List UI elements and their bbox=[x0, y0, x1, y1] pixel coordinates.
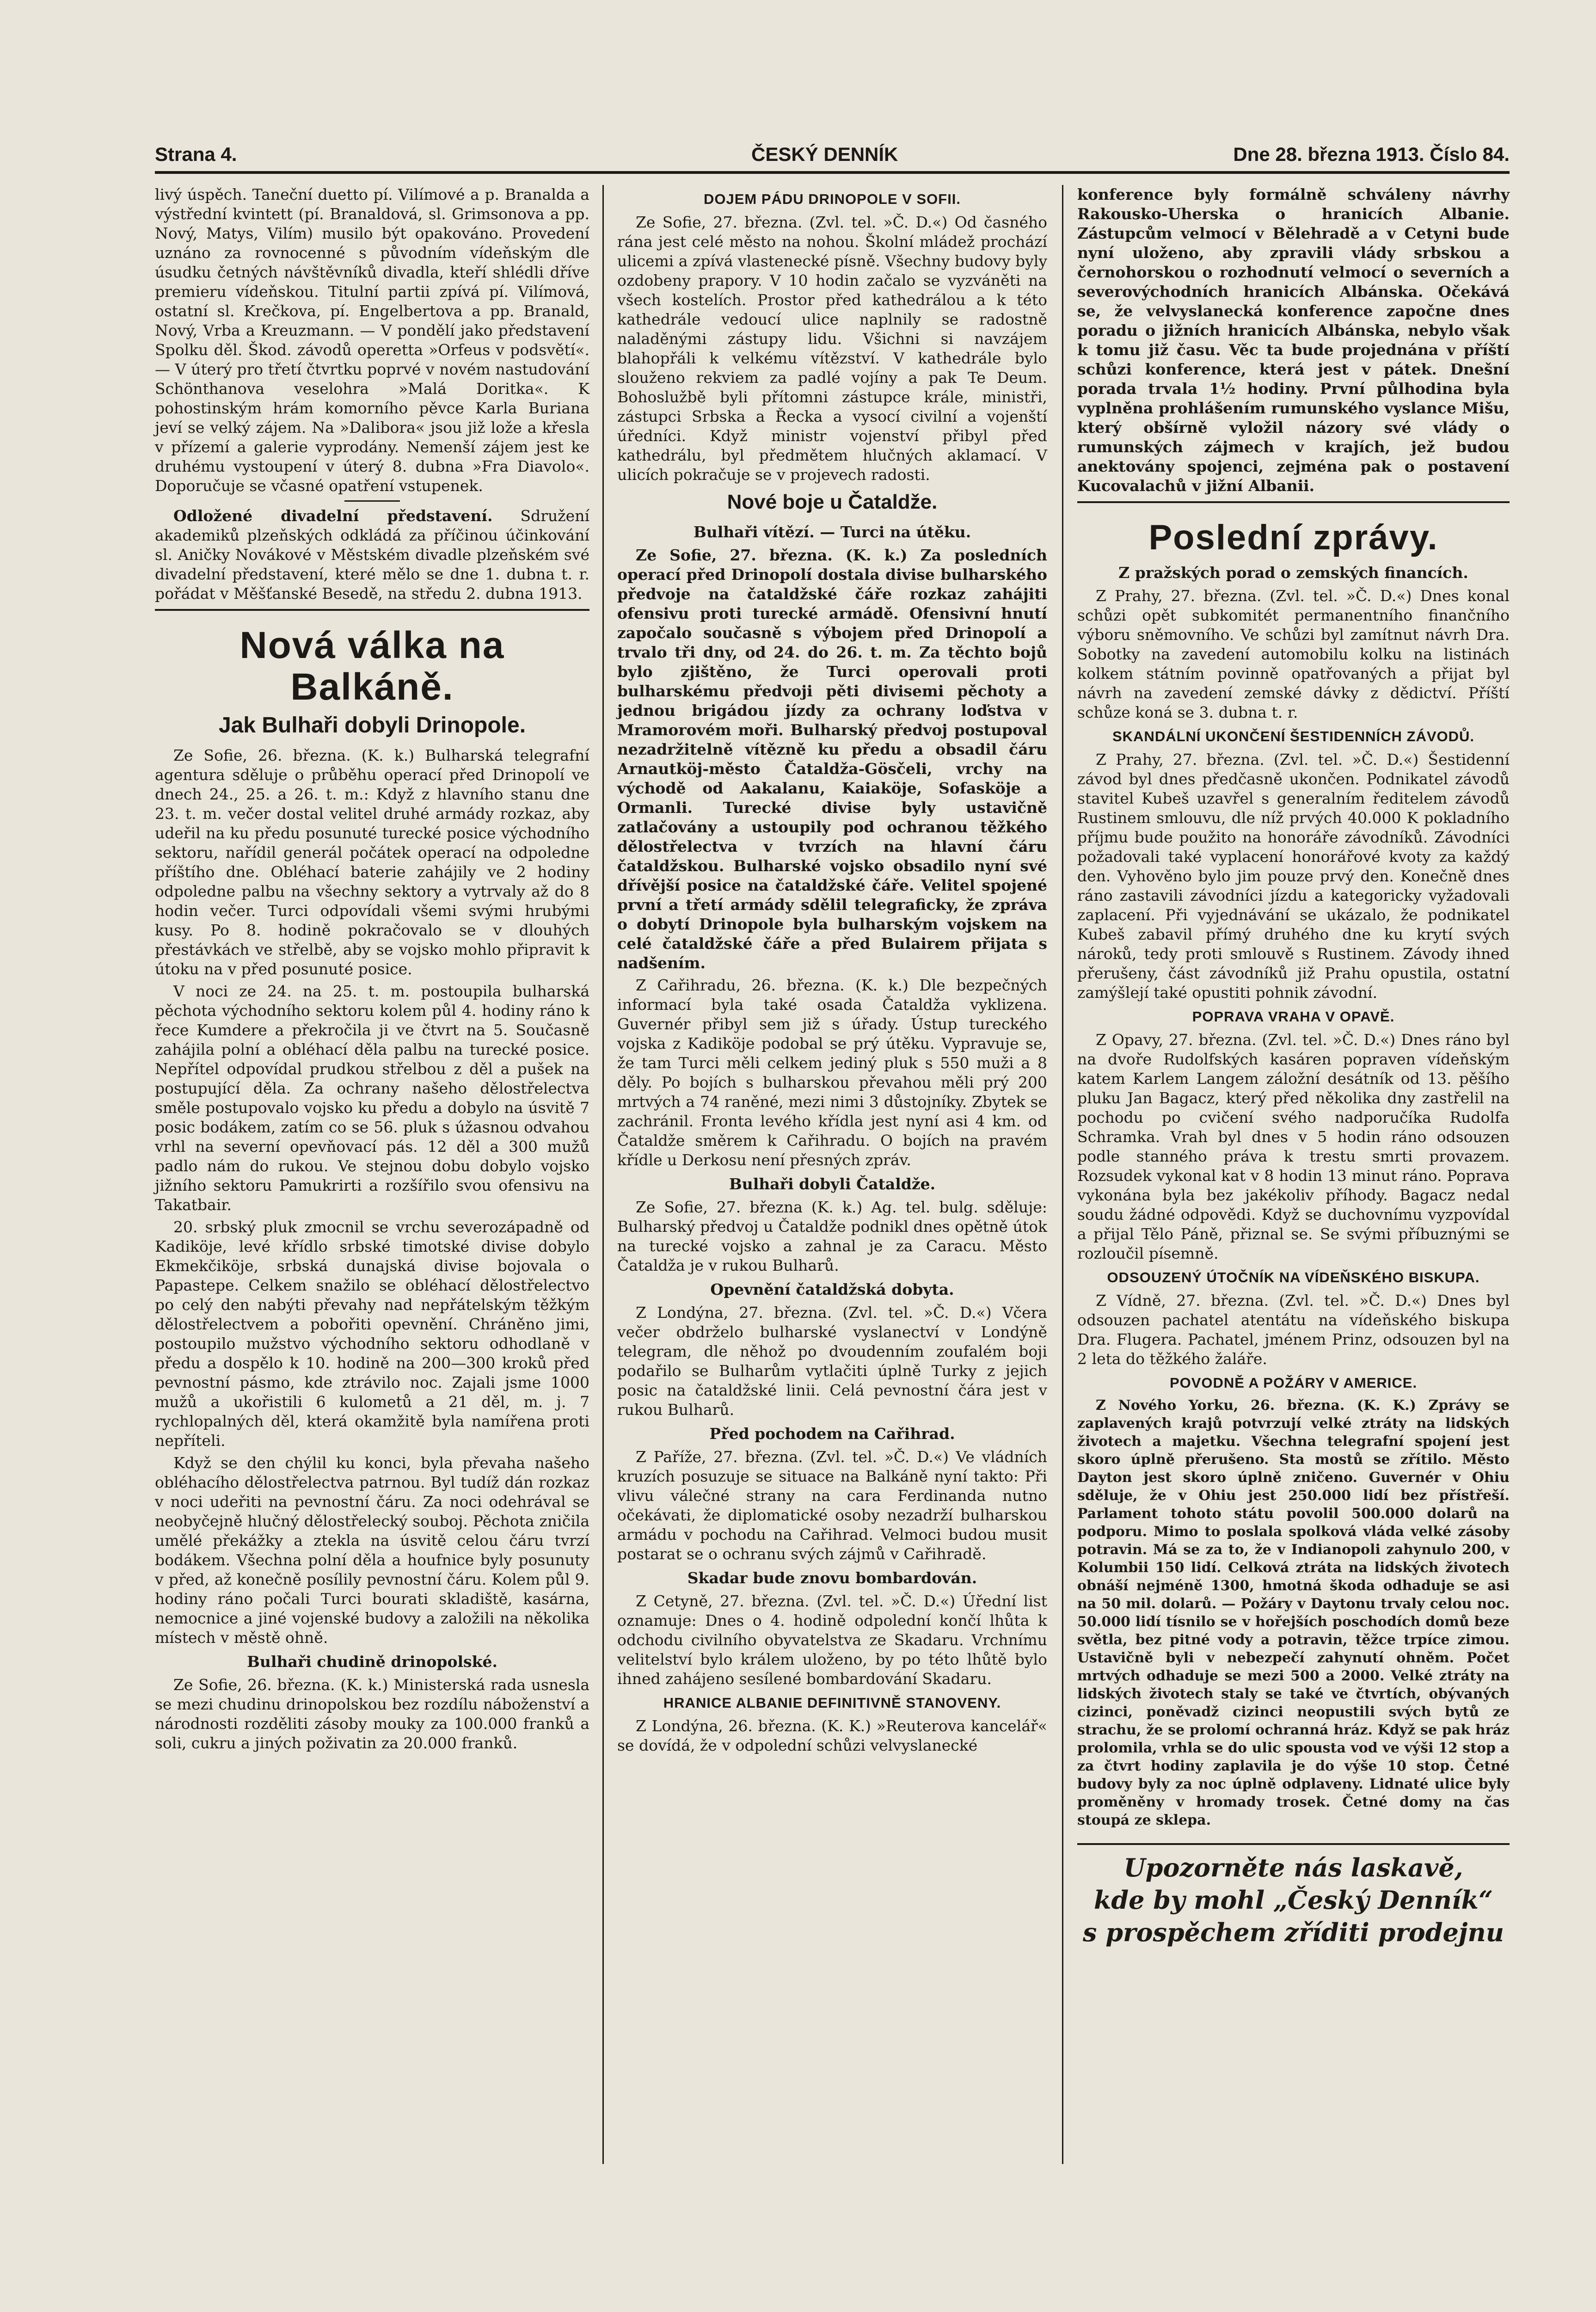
ad-line: kde by mohl „Český Denník“ bbox=[1093, 1885, 1493, 1915]
article-text: Ze Sofie, 27. března (K. k.) Ag. tel. bulg. sděluje: Bulharský předvoj u Čataldže podnikl dnes opětně útok na turecké vojsko a zahnal je za Caracu. Město Čataldža je v rukou Bulharů. bbox=[617, 1198, 1047, 1274]
article-text: Z Nového Yorku, 26. března. (K. K.) Zprávy se zaplavených krajů potvrzují velké ztráty na lidských životech a majetku. Všechna telegrafní spojení jest skoro úplně přerušeno. Sta mostů se zřítilo. Město Dayton jest skoro úplně zničeno. Guvernér v Ohiu sděluje, že v Ohiu jest 250.000 lidí bez přístřeší. Parlament tohoto státu povolil 500.000 dolarů na podporu. Mimo to poslala spolková vláda velké zásoby potravin. Má se za to, že v Indianopoli zahynulo 200, v Kolumbii 150 lidí. Celková ztráta na lidských životech obnáší nejméně 1300, hmotná škoda odhaduje se asi na 50 mil. dolarů. — Požáry v Daytonu trvaly celou noc. 50.000 lidí tísnilo se v hořejších poschodích domů beze světla, bez pitné vody a potravin, těžce trpíce zimou. Ustavičně byli v nebezpečí zahynutí ohněm. Počet mrtvých odhaduje se mezi 500 a 2000. Velké ztráty na lidských životech staly se také ve čtvrtích, obývaných cizinci, poněvadž cizinci neopustili svých bytů ze strachu, že se prolomí ochranná hráz. Když se pak hráz prolomila, vrhla se do ulic spousta vod ve výši 12 stop a za čtvrt hodiny zaplavila je do výše 10 stop. Četné budovy byly za noc úplně odplaveny. Lidnaté ulice byly proměněny v hromady trosek. Četné domy na čas stoupá ze sklepa. bbox=[1077, 1397, 1510, 1828]
postponed-article bbox=[155, 506, 589, 603]
war-headline: Nová válka na Balkáně. bbox=[239, 624, 505, 708]
article-text: Z Vídně, 27. března. (Zvl. tel. »Č. D.«) Dnes byl odsouzen pachatel atentátu na vídeňského biskupa Dra. Flugera. Pachatel, jménem Prinz, odsouzen byl na 2 leta do těžkého žaláře. bbox=[1077, 1291, 1510, 1368]
newspaper-title: ČESKÝ DENNÍK bbox=[751, 143, 898, 165]
ad-line: s prospěchem zříditi prodejnu bbox=[1083, 1918, 1504, 1947]
column-1 bbox=[155, 185, 589, 1756]
article-text: Ze Sofie, 26. března. (K. k.) Ministerská rada usnesla se mezi chudinu drinopolskou bez rozdílu náboženství a národnosti rozděliti zásoby mouky za 100.000 franků a soli, cukru a jiných poživatin za 20.000 franků. bbox=[155, 1676, 589, 1752]
postponed-title: Odložené divadelní představení. bbox=[173, 507, 493, 525]
divider bbox=[155, 609, 589, 611]
article-text: konference byly formálně schváleny návrhy Rakousko-Uherska o hranicích Albanie. Zástupcům velmocí v Bělehradě a v Cetyni bude nyní uloženo, aby zpravili vlády srbskou a černohorskou o rozhodnutí velmocí o severních a severovýchodních hranicích Albánska. Očekává se, že velvyslanecká konference započne dnes poradu o jižních hranicích Albánska, nebylo však k tomu již času. Věc ta bude projednána v příští schůzi konference, která jest v pátek. Dnešní porada trvala 1½ hodiny. První půlhodina byla vyplněna prohlášením rumunského vyslance Mišu, který obšírně vyložil názory své vlády o rumunských zájmech v krajích, jež budou anektovány spojenci, zejména pak o postavení Kucovalachů v jižní Albanii. bbox=[1077, 185, 1510, 495]
war-paragraph: 20. srbský pluk zmocnil se vrchu severozápadně od Kadiköje, levé křídlo srbské timotské divise dobylo Ekmekčiköje, srbská dunajská divise bojovala o Papastepe. Celkem snažilo se obléhací dělostřelectvo po celý den nabýti převahy nad nepřátelským těžkým dělostřelectvem a pobořiti opevnění. Chráněno jimi, postoupilo mužstvo východního sektoru odhodlaně v předu a dospělo k 10. hodině na 200—300 kroků před pevnostní pásmo, kde ztrávilo noc. Zajali jsme 1000 mužů a ukořistili 6 kulometů a 21 děl, m. j. 7 rychlopalných děl, která okamžitě byla namířena proti nepříteli. bbox=[155, 1218, 589, 1450]
page-label: Strana 4. bbox=[155, 143, 237, 165]
article-text: Z Prahy, 27. března. (Zvl. tel. »Č. D.«) Dnes konal schůzi opět subkomitét permanentního finančního výboru sněmovního. Ve schůzi byl zamítnut návrh Dra. Sobotky na zavedení automobilu kolku na listinách kolkem státním povinně opatřovaných a přijat byl návrh na zavedení zemské dávky z dědictví. Příští schůze koná se 3. dubna t. r. bbox=[1077, 587, 1510, 721]
article-text: Z Cetyně, 27. března. (Zvl. tel. »Č. D.«) Úřední list oznamuje: Dnes o 4. hodině odpolední končí lhůta k odchodu civilního obyvatelstva ze Skadaru. Vrchnímu velitelství bylo králem uloženo, by po této lhůtě bylo ihned zahájeno sesílené bombardování Skadaru. bbox=[617, 1592, 1047, 1688]
article-heading: Bulhaři dobyli Čataldže. bbox=[729, 1175, 936, 1193]
article-text: Z Londýna, 27. března. (Zvl. tel. »Č. D.«) Včera večer obdrželo bulharské vyslanectví v Londýně telegram, dle něhož po dvoudenním zoufalém boji podařilo se Bulharům vytlačiti úplně Turky z jejich posic na čataldžské linii. Celá pevnostní čára jest v rukou Bulharů. bbox=[617, 1304, 1047, 1419]
newspaper-page bbox=[155, 139, 1510, 2238]
postponed-text: Sdružení akademiků plzeňských odkládá za příčinou účinkování sl. Aničky Novákové v Městském divadle plzeňském své divadelní představení, které mělo se dne 1. dubna t. r. pořádat v Měšťanské Besedě, na středu 2. dubna 1913. bbox=[155, 507, 590, 603]
article-heading: SKANDÁLNÍ UKONČENÍ ŠESTIDENNÍCH ZÁVODŮ. bbox=[1112, 728, 1475, 744]
article-text: Z Cařihradu, 26. března. (K. k.) Dle bezpečných informací byla také osada Čataldža vyklizena. Guvernér přibyl sem již s úřady. Ústup tureckého vojska z Kadiköje podobal se prý útěku. Vypravuje se, že tam Turci měli celkem jediný pluk s 550 muži a 8 děly. Po bojích s bulharskou převahou měli prý 200 mrtvých a 74 raněné, mezi nimi 3 důstojníky. Zbytek se zachránil. Fronta levého křídla jest nyní asi 4 km. od Čataldže směrem k Cařihradu. O bojích na pravém křídle u Derkosu není přesných zpráv. bbox=[617, 976, 1047, 1169]
article-heading: Před pochodem na Cařihrad. bbox=[709, 1425, 955, 1443]
divider bbox=[344, 500, 400, 502]
article-heading: Z pražských porad o zemských financích. bbox=[1118, 564, 1468, 582]
article-heading: Bulhaři chudině drinopolské. bbox=[247, 1653, 497, 1671]
divider bbox=[1077, 501, 1510, 503]
article-heading: Opevnění čataldžská dobyta. bbox=[710, 1280, 954, 1298]
ad-line: Upozorněte nás laskavě, bbox=[1123, 1853, 1463, 1882]
article-heading: POPRAVA VRAHA V OPAVĚ. bbox=[1192, 1008, 1395, 1025]
column-3 bbox=[1077, 185, 1510, 1949]
theatre-article-text: livý úspěch. Taneční duetto pí. Vilímové a p. Branalda a výstřední kvintett (pí. Branaldová, sl. Grimsonova a pp. Nový, Matys, Vilím) musilo být opakováno. Provedení uznáno za rovnocenné s původním vídeňským dle úsudku četných návštěvníků divadla, kteří shlédli dříve premieru vídeňskou. Titulní partii zpívá pí. Vilímová, ostatní sl. Krečkova, pí. Engelbertova a pp. Branald, Nový, Vrba a Kreuzmann. — V pondělí jako představení Spolku děl. Škod. závodů operetta »Orfeus v podsvětí«. — V úterý pro třetí čtvrtku poprvé v novém nastudování Schönthanova veselohra »Malá Doritka«. K pohostinským hrám komorního pěvce Karla Buriana jeví se velký zájem. Na »Dalibora« jsou již lože a křesla v přízemí a galerie vyprodány. Nemenší zájem jest ke druhému vystoupení v úterý 8. dubna »Fra Diavolo«. Doporučuje se včasné opatření vstupenek. bbox=[155, 185, 589, 495]
article-subheading: Bulhaři vítězí. — Turci na útěku. bbox=[693, 523, 971, 541]
article-heading: POVODNĚ A POŽÁRY V AMERICE. bbox=[1169, 1375, 1418, 1391]
column-rule bbox=[1062, 185, 1063, 2164]
war-paragraph: Když se den chýlil ku konci, byla převaha našeho obléhacího dělostřelectva patrnou. Byl tudíž dán rozkaz v noci udeřiti na pevnostní čáru. Za noci odehrával se neobyčejně hlučný dělostřelecký souboj. Pěchota zničila umělé překážky a ztekla na úsvitě celou čáru tvrzí bodákem. Všechna polní děla a houfnice byly posunuty v před, až konečně posílily pevnostní čáru. Kolem půl 9. hodiny ráno počali Turci bourati skladiště, kasárna, nemocnice a jiné vojenské budovy a založili na několika místech v městě ohně. bbox=[155, 1454, 589, 1647]
article-text: Ze Sofie, 27. března. (K. k.) Za posledních operací před Drinopolí dostala divise bulharského předvoje na čataldžské čáře rozkaz zahájiti ofensivu proti turecké armádě. Ofensivní hnutí započalo současně s výbojem před Drinopolí a trvalo tři dny, od 24. do 26. t. m. Za těchto bojů bylo zjištěno, že Turci operovali proti bulharskému předvoji pěti divisemi pěchoty a jednou brigádou jízdy za ochrany loďstva v Mramorovém moři. Bulharský předvoj postupoval nezadržitelně vítězně ku předu a obsadil čáru Arnautköj-město Čataldža-Gösčeli, vrchy na východě od Aakalanu, Kaiaköje, Sofasköje a Ormanli. Turecké divise byly ustavičně zatlačovány a ustoupily pod ochranou těžkého dělostřelectva v tvrzích na hlavní čáru čataldžskou. Bulharské vojsko obsadilo nyní své dřívější posice na čataldžské čáře. Velitel spojené první a třetí armády sdělil telegraficky, že zpráva o dobytí Drinopole byla bulharským vojskem na celé čataldžské čáře a před Bulairem přijata s nadšením. bbox=[617, 546, 1047, 972]
advertisement-box bbox=[1077, 1843, 1510, 1949]
date-issue: Dne 28. března 1913. Číslo 84. bbox=[1233, 143, 1510, 165]
article-text: Z Londýna, 26. března. (K. K.) »Reuterova kancelář« se dovídá, že v odpolední schůzi velvyslanecké bbox=[617, 1717, 1047, 1754]
article-heading: Skadar bude znovu bombardován. bbox=[687, 1569, 977, 1587]
section-headline: Nové boje u Čataldže. bbox=[727, 491, 938, 513]
article-heading: HRANICE ALBANIE DEFINITIVNĚ STANOVENY. bbox=[663, 1695, 1001, 1711]
masthead bbox=[155, 139, 1510, 174]
article-heading: ODSOUZENÝ ÚTOČNÍK NA VÍDEŇSKÉHO BISKUPA. bbox=[1107, 1269, 1480, 1285]
article-text: Z Paříže, 27. března. (Zvl. tel. »Č. D.«) Ve vládních kruzích posuzuje se situace na Balkáně nyní takto: Při vlivu válečné strany na cara Ferdinanda nutno očekávati, že diplomatické osoby nezadrží bulharskou armádu v pochodu na Cařihrad. Velmoci budou musit postarat se o ochranu svých zájmů v Cařihradě. bbox=[617, 1448, 1047, 1563]
article-text: Z Opavy, 27. března. (Zvl. tel. »Č. D.«) Dnes ráno byl na dvoře Rudolfských kasáren popraven vídeňským katem Karlem Langem záložní desátník od 13. pěšího pluku Jan Bagacz, který před několika dny zastřelil na pochodu po cvičení svého nadporučíka Rudolfa Schramka. Vrah byl dnes v 5 hodin ráno odsouzen podle stanného práva k trestu smrti provazem. Rozsudek vykonal kat v 8 hodin 13 minut ráno. Poprava vykonána byla bez jakékoliv příhody. Bagacz nedal soudu žádné odpovědi. Když se duchovnímu vyzpovídal a přijal Tělo Páně, přiznal se. Se svými příbuznými se rozloučil písemně. bbox=[1077, 1031, 1510, 1262]
latest-news-headline: Poslední zprávy. bbox=[1148, 518, 1438, 557]
article-text: Z Prahy, 27. března. (Zvl. tel. »Č. D.«) Šestidenní závod byl dnes předčasně ukončen. Podnikatel závodů stavitel Kubeš uzavřel s generalním ředitelem závodů Rustinem smlouvu, dle níž prvých 40.000 K pokladního příjmu bude použito na honoráře závodníků. Závodníci požadovali také vyplacení honorářové kvoty za každý den. Vyhověno bylo jim pouze prvý den. Konečně dnes ráno zastavili závodníci jízdu a kategoricky vyžadovali zaplacení. Při vyjednávání se ukázalo, že podnikatel Kubeš zabavil přímý druhého dne ku krytí svých nároků, tedy proti smlouvě s Rustinem. Závody ihned přerušeny, část závodníků již Prahu opustila, ostatní zamýšlejí také opustiti pohnik závodní. bbox=[1077, 750, 1510, 1002]
article-heading: DOJEM PÁDU DRINOPOLE V SOFII. bbox=[703, 191, 961, 207]
war-paragraph: V noci ze 24. na 25. t. m. postoupila bulharská pěchota východního sektoru kolem půl 4. hodiny ráno k řece Kumdere a překročila ji ve čtvrt na 5. Současně zahájila polní a obléhací děla palbu na turecké posice. Nepřítel odpovídal prudkou střelbou z děl a pušek na postupující děla. Za ochrany našeho dělostřelectva směle postupovalo vojsko ku předu a dobylo na úsvitě 7 posic bodákem, zatím co se 56. pluk s úžasnou odvahou vrhl na severní opevňovací pás. 12 děl a 300 mužů padlo nám do rukou. Ve stejnou dobu dobylo vojsko jižního sektoru Pamukrirti a rozšířilo svou ofensivu na Takatbair. bbox=[155, 982, 589, 1214]
column-2 bbox=[617, 185, 1047, 1758]
war-subheadline: Jak Bulhaři dobyli Drinopole. bbox=[218, 713, 526, 738]
column-rule bbox=[602, 185, 604, 2164]
war-paragraph: Ze Sofie, 26. března. (K. k.) Bulharská telegrafní agentura sděluje o průběhu operací před Drinopolí ve dnech 24., 25. a 26. t. m.: Když z hlavního stanu dne 23. t. m. večer dostal velitel druhé armády rozkaz, aby udeřil na ku předu posunuté turecké posice východního sektoru, nařídil generál počátek operací na odpoledne příštího dne. Obléhací baterie zahájily ve 2 hodiny odpoledne palbu na všechny sektory a vytrvaly až do 8 hodin večer. Turci odpovídali všemi svými hrubými kusy. Po 8. hodině pokračovalo se v dlouhých přestávkách ve střelbě, aby se vojsko mohlo připravit k útoku na v před posunuté posice. bbox=[155, 746, 589, 978]
article-text: Ze Sofie, 27. března. (Zvl. tel. »Č. D.«) Od časného rána jest celé město na nohou. Školní mládež prochází ulicemi a zpívá vlastenecké písně. Všechny budovy byly ozdobeny prapory. V 10 hodin začalo se vyzváněti na všech kostelích. Prostor před kathedrálou a k této kathedrále vedoucí ulice naplnily se radostně naladěnými zástupy lidu. Všichni si navzájem blahopřáli k velkému vítězství. V kathedrále bylo slouženo rekviem za padlé vojíny a pak Te Deum. Bohoslužbě byli přítomni zástupce krále, ministři, zástupci Srbska a Řecka a vysocí civilní a vojenští úředníci. Když ministr vojenství přibyl před kathedrálu, byl předmětem hlučných aklamací. V ulicích pokračuje se v projevech radosti. bbox=[617, 213, 1047, 484]
